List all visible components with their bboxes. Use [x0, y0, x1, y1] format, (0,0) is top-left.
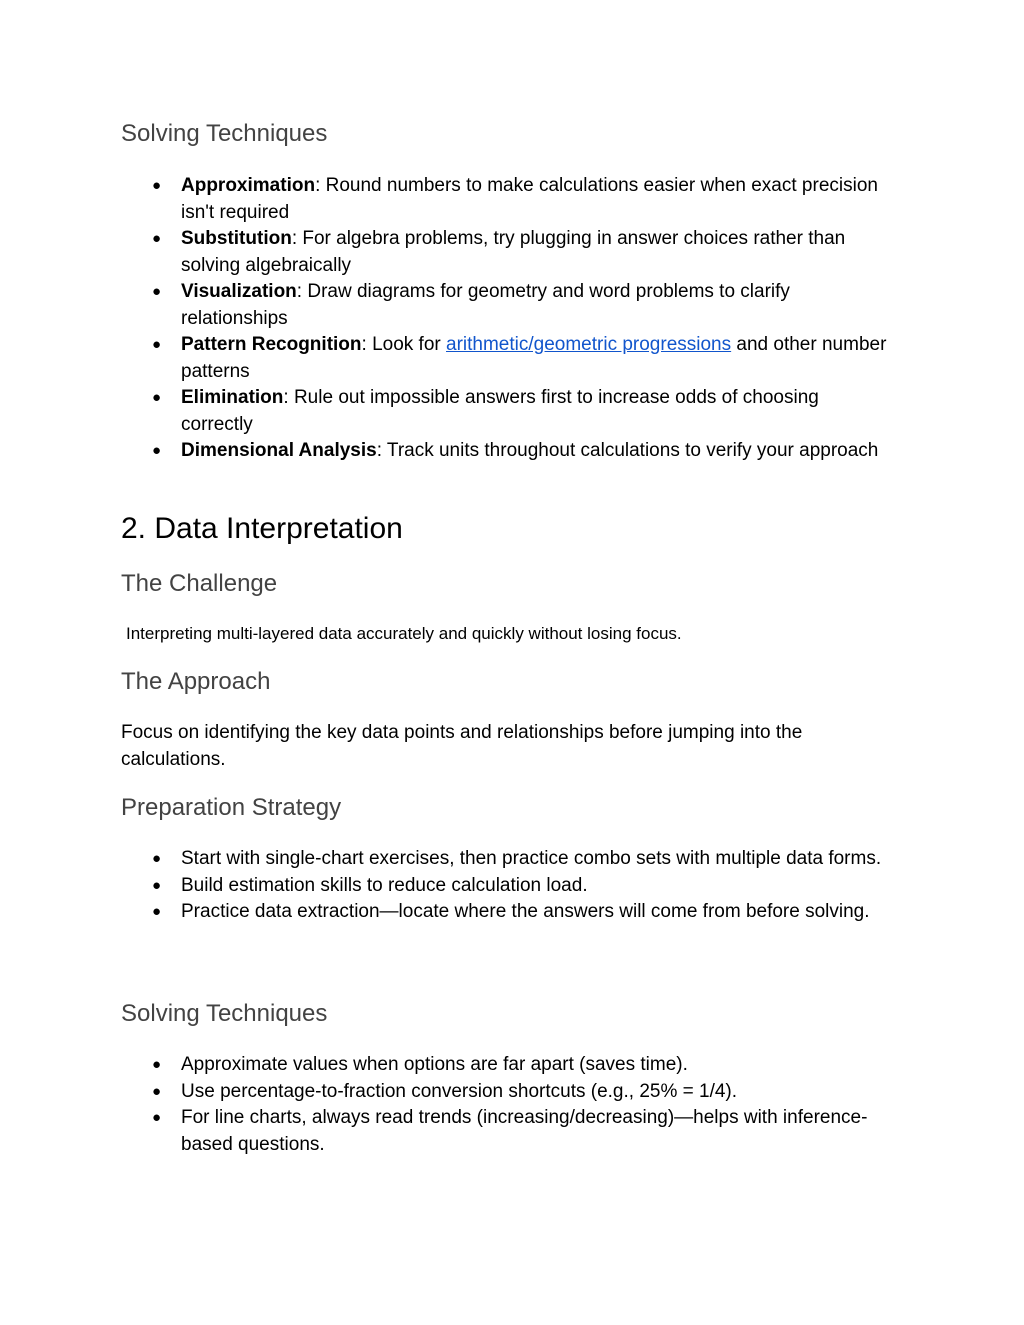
bullet-icon: ●: [152, 1109, 162, 1126]
list-item: [121, 279, 891, 332]
bullet-icon: ●: [152, 230, 162, 247]
section-title: 2. Data Interpretation: [121, 512, 403, 545]
technique-text: and other number patterns: [181, 334, 887, 382]
technique-term: Visualization: [181, 281, 297, 302]
solving-techniques-list: [121, 173, 891, 465]
list-item: [121, 173, 891, 226]
list-item: [121, 1052, 891, 1079]
list-item-text: Approximate values when options are far apart (saves time).: [181, 1054, 688, 1075]
technique-text: : Look for: [361, 334, 447, 355]
list-item: [121, 385, 891, 438]
bullet-icon: ●: [152, 876, 162, 894]
technique-term: Approximation: [181, 175, 316, 196]
technique-term: Substitution: [181, 228, 292, 249]
list-item-text: For line charts, always read trends (increasing/decreasing)—helps with inference-based questions.: [181, 1107, 868, 1155]
technique-term: Pattern Recognition: [181, 334, 362, 355]
list-item-text: Start with single-chart exercises, then practice combo sets with multiple data forms.: [181, 848, 882, 869]
bullet-icon: ●: [152, 1082, 162, 1100]
technique-text: : Round numbers to make calculations easier when exact precision isn't required: [181, 175, 878, 223]
list-item: [121, 226, 891, 279]
technique-text: : Rule out impossible answers first to increase odds of choosing correctly: [181, 387, 819, 435]
bullet-icon: ●: [152, 1056, 162, 1073]
list-item: [121, 899, 891, 926]
technique-term: Elimination: [181, 387, 284, 408]
approach-heading: The Approach: [121, 668, 271, 695]
solving-techniques-heading-2: Solving Techniques: [121, 1000, 328, 1027]
progressions-link[interactable]: arithmetic/geometric progressions: [446, 334, 732, 355]
bullet-icon: ●: [152, 903, 162, 920]
bullet-icon: ●: [152, 177, 162, 194]
list-item: [121, 846, 891, 873]
list-item: [121, 438, 891, 465]
list-item: [121, 873, 891, 900]
bullet-icon: ●: [152, 442, 162, 459]
technique-text: : Track units throughout calculations to verify your approach: [376, 440, 879, 461]
approach-text: Focus on identifying the key data points and relationships before jumping into the calculations.: [121, 722, 803, 770]
bullet-icon: ●: [152, 336, 162, 353]
preparation-strategy-list: [121, 846, 891, 926]
bullet-icon: ●: [152, 283, 162, 300]
list-item: [121, 1079, 891, 1106]
bullet-icon: ●: [152, 389, 162, 406]
preparation-strategy-heading: Preparation Strategy: [121, 794, 342, 821]
technique-term: Dimensional Analysis: [181, 440, 377, 461]
list-item: [121, 1105, 891, 1158]
bullet-icon: ●: [152, 850, 162, 867]
list-item-text: Practice data extraction—locate where the answers will come from before solving.: [181, 901, 870, 922]
solving-techniques-heading: Solving Techniques: [121, 120, 328, 147]
list-item-text: Use percentage-to-fraction conversion shortcuts (e.g., 25% = 1/4).: [181, 1080, 738, 1102]
list-item: [121, 332, 891, 385]
solving-techniques-list-2: [121, 1052, 891, 1158]
list-item-text: Build estimation skills to reduce calculation load.: [181, 874, 588, 896]
technique-text: : For algebra problems, try plugging in answer choices rather than solving algebraically: [181, 228, 846, 276]
technique-text: : Draw diagrams for geometry and word problems to clarify relationships: [181, 281, 790, 329]
challenge-text: Interpreting multi-layered data accurately and quickly without losing focus.: [126, 624, 682, 643]
challenge-heading: The Challenge: [121, 570, 278, 597]
